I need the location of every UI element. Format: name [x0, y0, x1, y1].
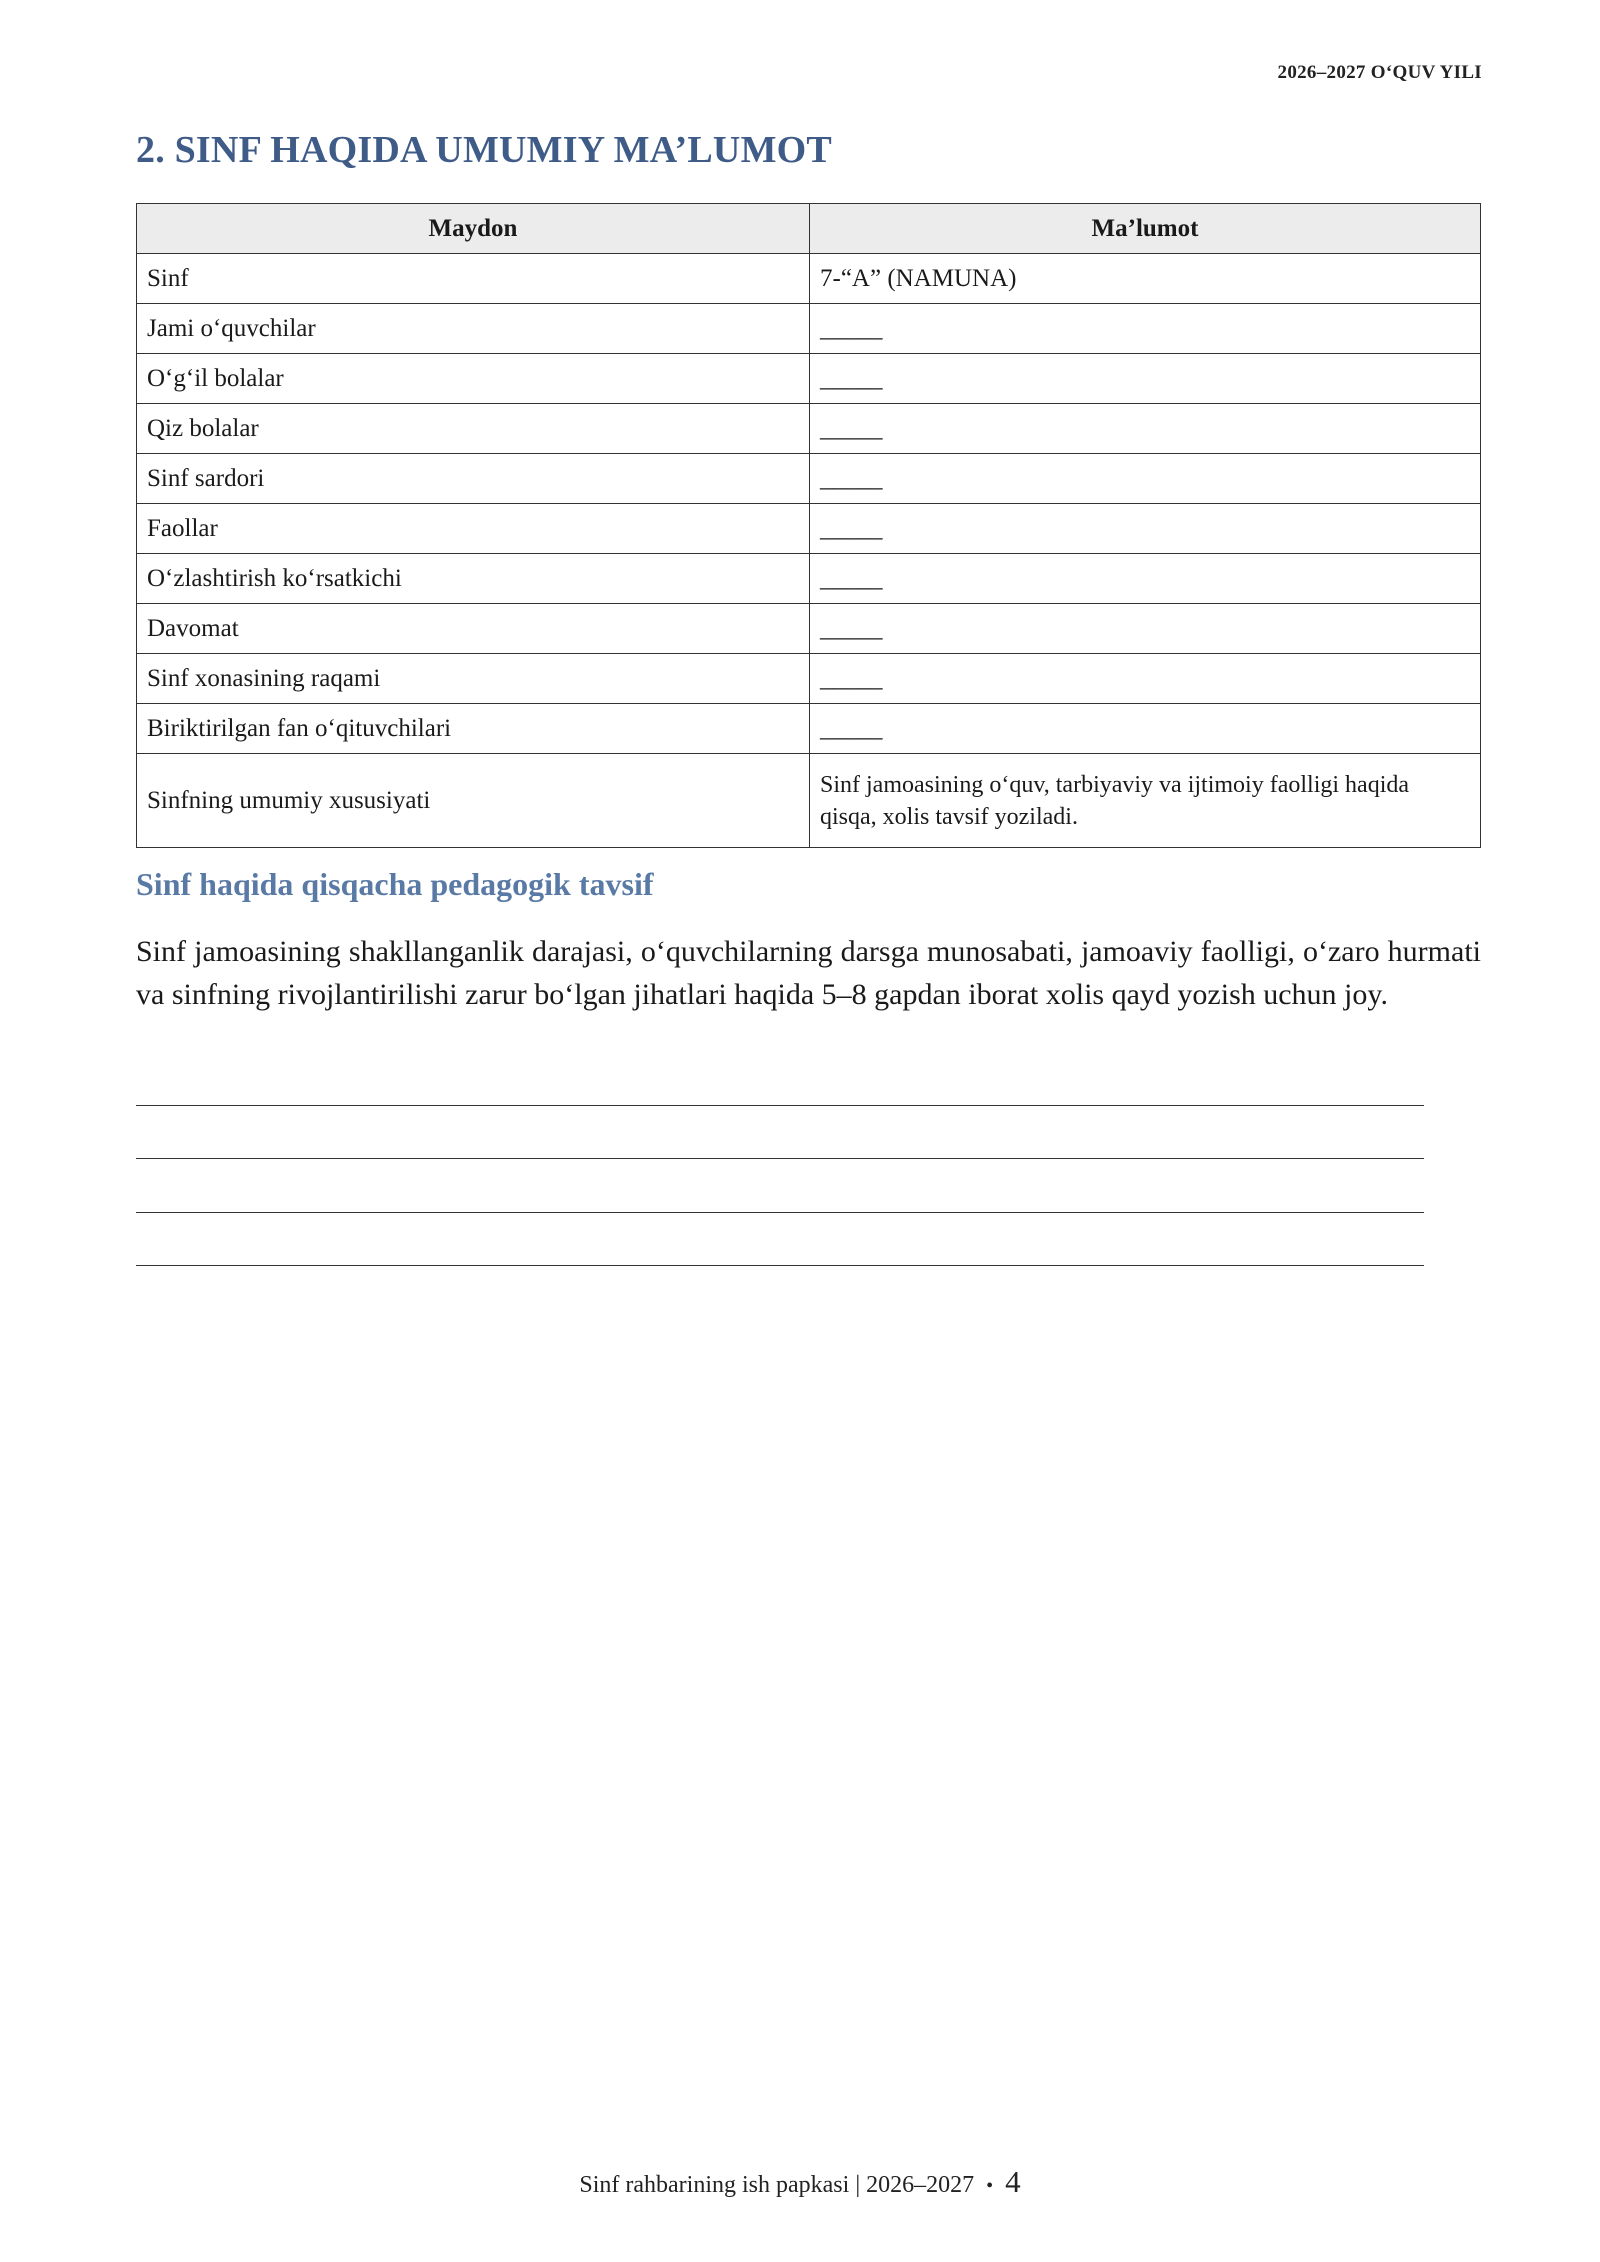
value-cell: _____	[810, 554, 1481, 604]
class-info-table	[136, 203, 1481, 848]
table-row	[137, 454, 1481, 504]
field-cell: O‘g‘il bolalar	[137, 354, 810, 404]
column-header-field: Maydon	[137, 204, 810, 254]
section-title: 2. SINF HAQIDA UMUMIY MA’LUMOT	[136, 129, 832, 171]
field-cell: Sinf xonasining raqami	[137, 654, 810, 704]
value-cell: _____	[810, 304, 1481, 354]
table-row	[137, 404, 1481, 454]
writing-line	[136, 1105, 1424, 1106]
field-cell: Sinf sardori	[137, 454, 810, 504]
column-header-value: Ma’lumot	[810, 204, 1481, 254]
running-header: 2026–2027 O‘QUV YILI	[1277, 62, 1482, 83]
value-cell: _____	[810, 704, 1481, 754]
field-cell: Biriktirilgan fan o‘qituvchilari	[137, 704, 810, 754]
table-row	[137, 254, 1481, 304]
table-row	[137, 754, 1481, 848]
value-cell: _____	[810, 654, 1481, 704]
writing-line	[136, 1212, 1424, 1213]
field-cell: O‘zlashtirish ko‘rsatkichi	[137, 554, 810, 604]
field-cell: Qiz bolalar	[137, 404, 810, 454]
field-cell: Jami o‘quvchilar	[137, 304, 810, 354]
value-cell: _____	[810, 454, 1481, 504]
field-cell: Sinfning umumiy xususiyati	[137, 754, 810, 848]
writing-line	[136, 1158, 1424, 1159]
field-cell: Faollar	[137, 504, 810, 554]
writing-line	[136, 1265, 1424, 1266]
value-cell: _____	[810, 354, 1481, 404]
value-cell: Sinf jamoasining o‘quv, tarbiyaviy va ijtimoiy faolligi haqida qisqa, xolis tavsif yoziladi.	[810, 754, 1481, 848]
field-cell: Davomat	[137, 604, 810, 654]
value-cell: _____	[810, 604, 1481, 654]
footer-bullet: •	[986, 2175, 994, 2197]
table-row	[137, 304, 1481, 354]
table-row	[137, 704, 1481, 754]
table-row	[137, 354, 1481, 404]
page-footer	[0, 2164, 1600, 2200]
subsection-title: Sinf haqida qisqacha pedagogik tavsif	[136, 866, 654, 902]
table-header-row	[137, 204, 1481, 254]
table-row	[137, 654, 1481, 704]
field-cell: Sinf	[137, 254, 810, 304]
page-number: 4	[1005, 2164, 1021, 2199]
value-cell: _____	[810, 504, 1481, 554]
table-row	[137, 554, 1481, 604]
table-row	[137, 604, 1481, 654]
value-cell: _____	[810, 404, 1481, 454]
description-paragraph: Sinf jamoasining shakllanganlik darajasi, o‘quvchilarning darsga munosabati, jamoaviy faolligi, o‘zaro hurmati va sinfning rivojlantirilishi zarur bo‘lgan jihatlari haqida 5–8 gapdan iborat xolis qayd yozish uchun joy.	[136, 935, 1481, 1011]
footer-text: Sinf rahbarining ish papkasi | 2026–2027	[579, 2172, 975, 2198]
table-row	[137, 504, 1481, 554]
value-cell: 7-“A” (NAMUNA)	[810, 254, 1481, 304]
